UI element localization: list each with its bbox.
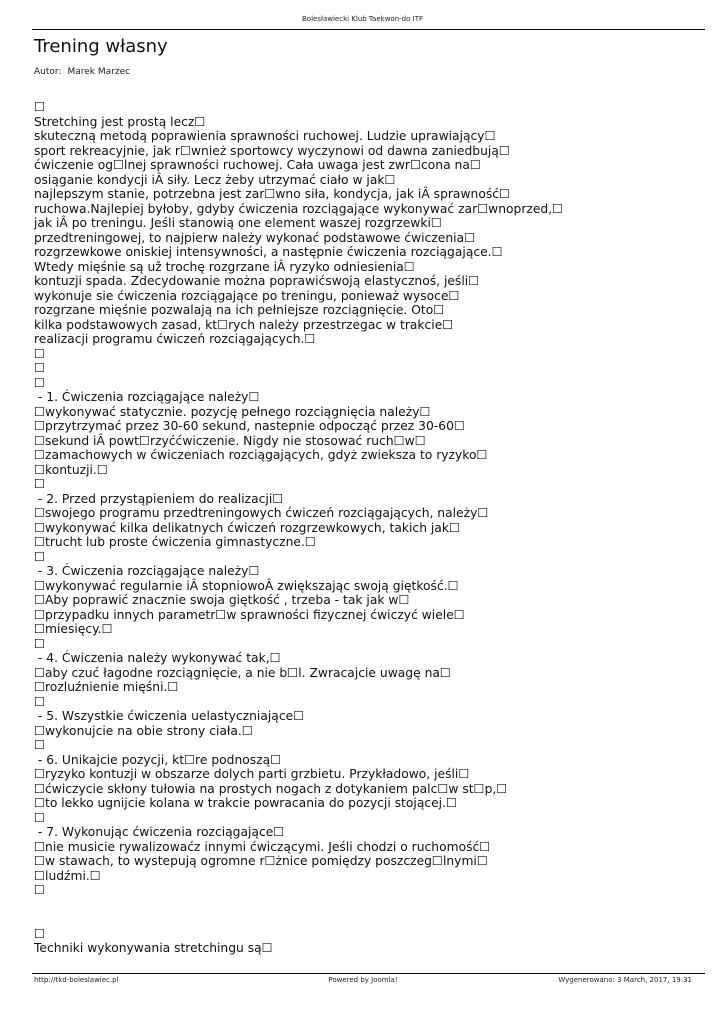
body-line [34,898,714,913]
body-line: Wtedy mięśnie są už trochę rozgrzane iÂ ryzyko odniesienia☐ [34,259,415,274]
author-line [34,67,136,77]
body-line: ☐ [34,810,46,825]
body-line: ☐ludźmi.☐ [34,868,101,883]
body-line: ☐rozluźnienie mięśni.☐ [34,680,179,694]
body-line: - 3. Ćwiczenia rozciągające należy☐ [34,564,260,578]
body-line: ☐ [34,694,46,709]
site-header: Bolesławiecki Klub Taekwon-do ITF [301,15,423,23]
body-line: - 6. Unikajcie pozycji, kt☐re podnoszą☐ [34,752,282,767]
body-line: ☐ [34,346,46,361]
body-line: sport rekreacyjnie, jak r☐wnież sportowcy wyczynowi od dawna zaniedbują☐ [34,143,510,158]
body-line: realizacji programu ćwiczeń rozciągających.☐ [34,332,316,346]
article-title: Trening własny [34,36,168,57]
body-line: przedtreningowej, to najpierw należy wykonać podstawowe ćwiczenia☐ [34,230,476,245]
article-body [34,100,714,956]
body-line: kilka podstawowych zasad, kt☐rych należy przestrzegac w trakcie☐ [34,317,454,332]
body-line: kontuzji spada. Zdecydowanie można poprawićswoją elastycznoś, jeśli☐ [34,274,480,288]
body-line: osiąganie kondycji iÂ siły. Lecz żeby utrzymać ciało w jak☐ [34,172,396,187]
body-line: ☐ [34,926,46,941]
body-line: ☐ [34,738,46,752]
body-line: ☐ [34,477,46,491]
author-name: Marek Marzec [67,67,131,77]
body-line: ☐przypadku innych parametr☐w sprawności fizycznej ćwiczyć wiele☐ [34,607,465,622]
body-line: - 4. Ćwiczenia należy wykonywać tak,☐ [34,651,281,665]
body-line: ☐wykonujcie na obie strony ciała.☐ [34,723,253,738]
body-line: ☐trucht lub proste ćwiczenia gimnastyczne.☐ [34,535,316,549]
body-line: Techniki wykonywania stretchingu są☐ [34,941,273,955]
footer-url: http://tkd-boleslawiec.pl [34,976,119,984]
footer-powered: Powered by Joomla! [328,976,398,984]
header-divider [32,29,705,30]
body-line: ruchowa.Najlepiej byłoby, gdyby ćwiczenia rozciągające wykonywać zar☐wnoprzed,☐ [34,201,564,216]
body-line: - 1. Ćwiczenia rozciągające należy☐ [34,390,260,404]
body-line: - 2. Przed przystąpieniem do realizacji☐ [34,491,284,506]
body-line: ☐wykonywać regularnie iÂ stopniowoÂ zwiększając swoją giętkość.☐ [34,578,459,593]
body-line: ☐w stawach, to wystepują ogromne r☐żnice pomiędzy poszczeg☐lnymi☐ [34,854,488,868]
author-label: Autor: [34,67,62,77]
body-line: jak iÂ po treningu. Jeśli stanowią one element waszej rozgrzewki☐ [34,216,442,230]
body-line: - 5. Wszystkie ćwiczenia uelastyczniające☐ [34,709,305,723]
footer-generated: Wygenerowano: 3 March, 2017, 19:31 [558,976,692,984]
body-line: ☐ [34,883,46,897]
body-line: skuteczną metodą poprawienia sprawności ruchowej. Ludzie uprawiający☐ [34,129,496,143]
body-line: ☐nie musicie rywalizowaćz innymi ćwiczącymi. Jeśli chodzi o ruchomość☐ [34,839,491,854]
body-line: ☐przytrzymać przez 30-60 sekund, nastepnie odpocząć przez 30-60☐ [34,419,465,433]
body-line: Stretching jest prostą lecz☐ [34,114,206,129]
body-line: ☐ [34,361,46,375]
body-line: ☐ [34,375,46,390]
body-line: ☐ [34,636,46,651]
body-line: rozgrzane mięśnie pozwalają na ich pełniejsze rozciągnięcie. Oto☐ [34,303,445,317]
body-line: ćwiczenie og☐lnej sprawności ruchowej. Cała uwaga jest zwr☐cona na☐ [34,158,481,172]
body-line [34,912,714,927]
body-line: ☐zamachowych w ćwiczeniach rozciągających, gdyż zwieksza to ryzyko☐ [34,448,488,462]
body-line: ☐ [34,100,46,114]
body-line: ☐swojego programu przedtreningowych ćwiczeń rozciągających, należy☐ [34,506,489,520]
body-line: ☐Aby poprawić znacznie swoja giętkość , trzeba - tak jak w☐ [34,593,410,607]
footer-divider [32,973,705,974]
body-line: ☐ryzyko kontuzji w obszarze dolych parti grzbietu. Przykładowo, jeśli☐ [34,767,470,781]
body-line: - 7. Wykonując ćwiczenia rozciągające☐ [34,825,285,839]
body-line: ☐aby czuć łagodne rozciągnięcie, a nie b☐l. Zwracajcie uwagę na☐ [34,665,451,680]
body-line: ☐sekund iÂ powt☐rzyććwiczenie. Nigdy nie stosować ruch☐w☐ [34,433,426,448]
body-line: ☐wykonywać kilka delikatnych ćwiczeń rozgrzewkowych, takich jak☐ [34,520,460,535]
body-line: ☐kontuzji.☐ [34,462,108,477]
body-line: najlepszym stanie, potrzebna jest zar☐wno siła, kondycja, jak iÂ sprawność☐ [34,187,511,201]
body-line: ☐ [34,549,46,564]
body-line: ☐to lekko ugnijcie kolana w trakcie powracania do pozycji stojącej.☐ [34,796,458,810]
body-line: rozgrzewkowe oniskiej intensywności, a następnie ćwiczenia rozciągające.☐ [34,245,503,259]
body-line: wykonuje sie ćwiczenia rozciągające po treningu, ponieważ wysoce☐ [34,288,460,303]
body-line: ☐ćwiczycie skłony tułowia na prostych nogach z dotykaniem palc☐w st☐p,☐ [34,781,508,796]
body-line: ☐wykonywać statycznie. pozycję pełnego rozciągnięcia należy☐ [34,404,431,419]
body-line: ☐miesięcy.☐ [34,622,113,636]
